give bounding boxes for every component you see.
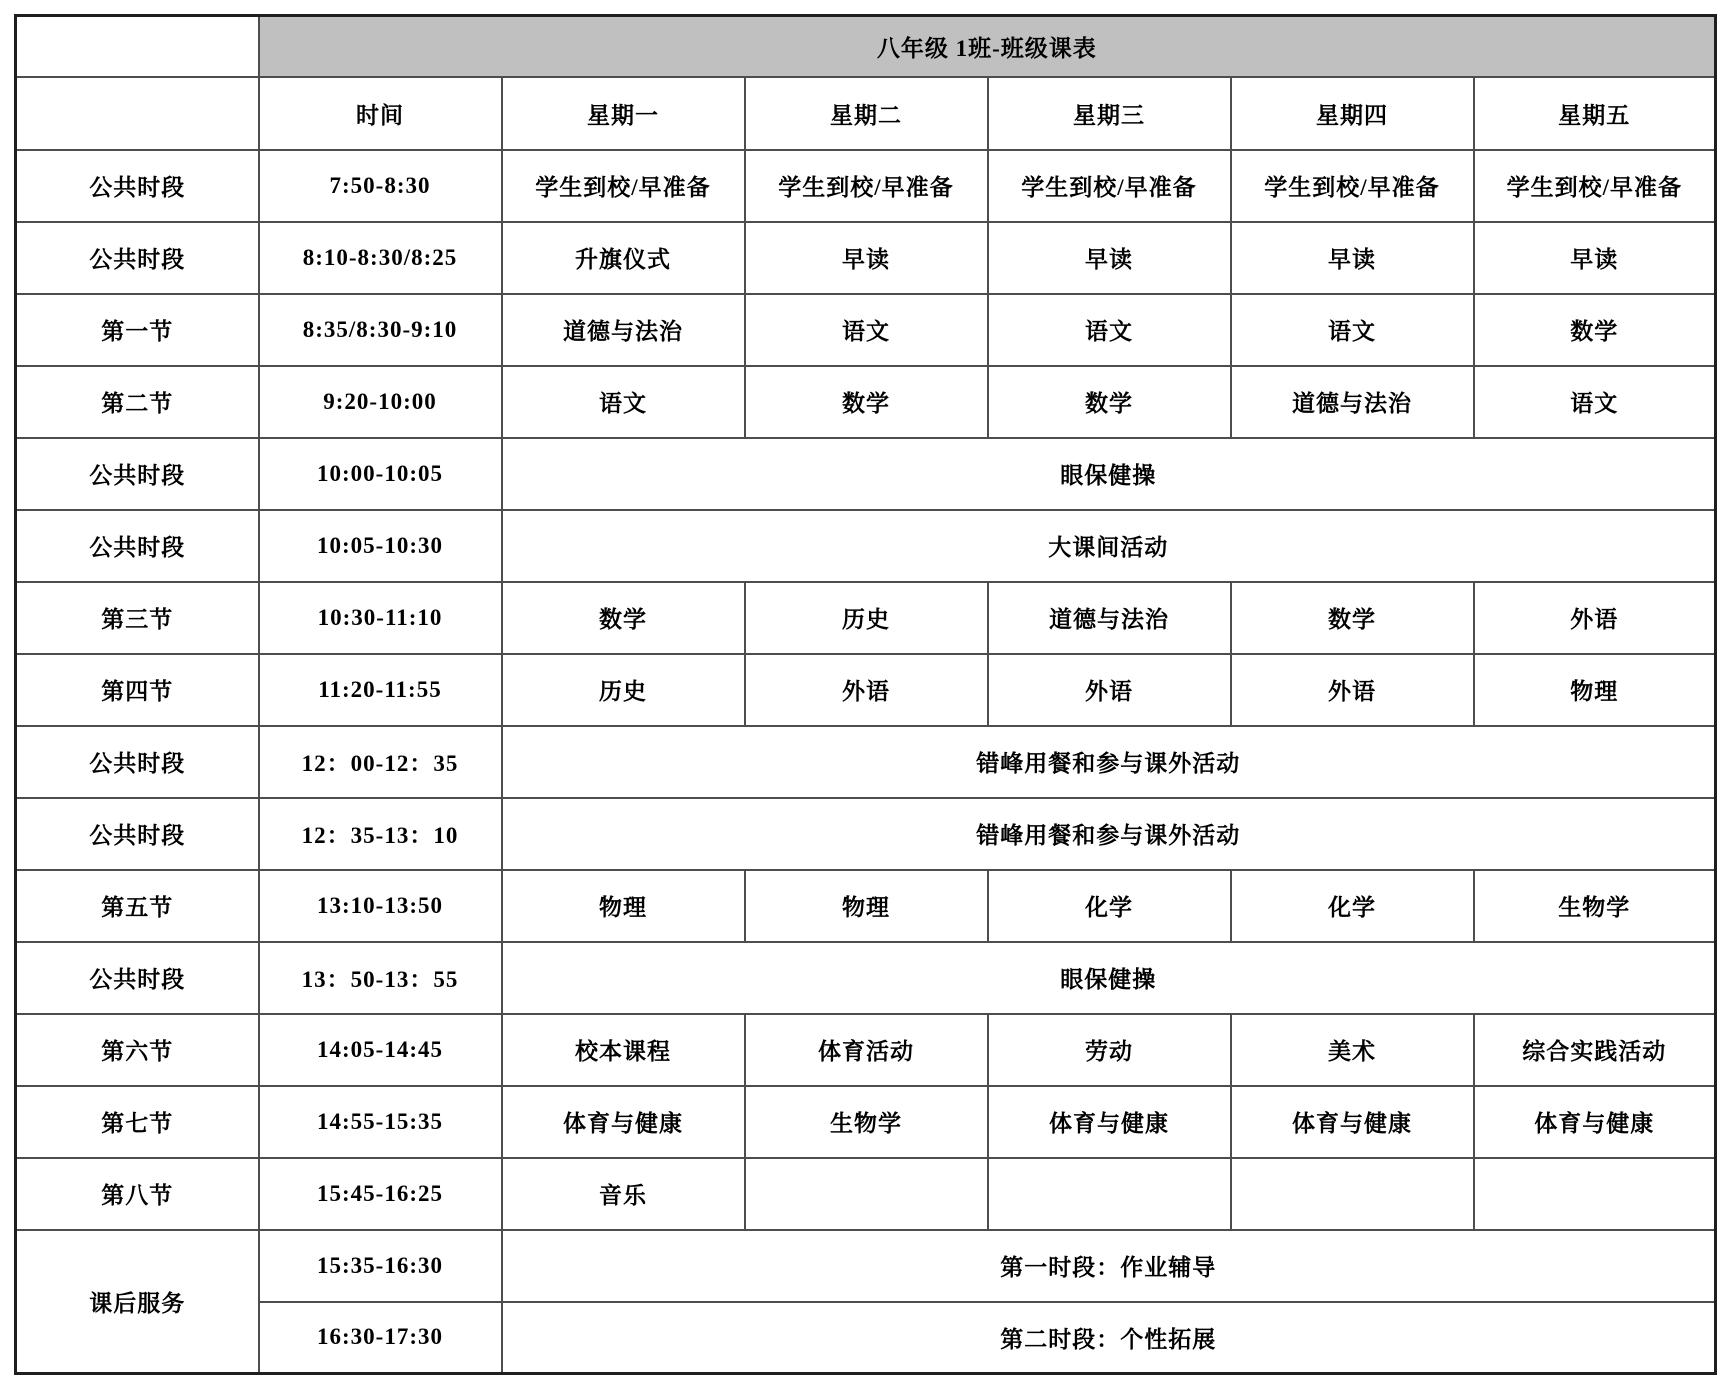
subject-cell: 数学 [1474,294,1716,366]
time-cell: 15:45-16:25 [259,1158,502,1230]
subject-cell: 历史 [745,582,988,654]
subject-cell: 体育与健康 [1231,1086,1474,1158]
subject-cell: 历史 [502,654,745,726]
corner-cell [16,16,259,77]
subject-cell: 数学 [1231,582,1474,654]
merged-activity-cell: 错峰用餐和参与课外活动 [502,798,1716,870]
period-label-cell: 公共时段 [16,150,259,222]
subject-cell: 学生到校/早准备 [502,150,745,222]
subject-cell: 早读 [1231,222,1474,294]
subject-cell: 外语 [988,654,1231,726]
period-label-cell: 第一节 [16,294,259,366]
header-time: 时间 [259,77,502,150]
time-cell: 9:20-10:00 [259,366,502,438]
subject-cell: 生物学 [1474,870,1716,942]
header-day-4: 星期四 [1231,77,1474,150]
schedule-row [16,582,1716,654]
time-cell: 15:35-16:30 [259,1230,502,1302]
title-row [16,16,1716,77]
time-cell: 16:30-17:30 [259,1302,502,1374]
subject-cell: 综合实践活动 [1474,1014,1716,1086]
time-cell: 11:20-11:55 [259,654,502,726]
schedule-row [16,366,1716,438]
schedule-title: 八年级 1班-班级课表 [259,16,1716,77]
period-label-cell: 公共时段 [16,222,259,294]
period-label-cell: 公共时段 [16,942,259,1014]
subject-cell: 化学 [988,870,1231,942]
period-label-cell: 第七节 [16,1086,259,1158]
time-cell: 13：50-13：55 [259,942,502,1014]
subject-cell: 音乐 [502,1158,745,1230]
schedule-row [16,726,1716,798]
schedule-row [16,294,1716,366]
subject-cell: 化学 [1231,870,1474,942]
subject-cell: 道德与法治 [502,294,745,366]
subject-cell: 语文 [502,366,745,438]
time-cell: 13:10-13:50 [259,870,502,942]
subject-cell: 道德与法治 [1231,366,1474,438]
merged-activity-cell: 错峰用餐和参与课外活动 [502,726,1716,798]
subject-cell: 外语 [1474,582,1716,654]
subject-cell: 劳动 [988,1014,1231,1086]
schedule-row [16,1086,1716,1158]
subject-cell: 体育与健康 [502,1086,745,1158]
period-label-cell: 第四节 [16,654,259,726]
subject-cell: 语文 [1231,294,1474,366]
merged-activity-cell: 第一时段：作业辅导 [502,1230,1716,1302]
class-schedule-table [14,14,1717,1375]
subject-cell: 数学 [502,582,745,654]
period-label-cell: 第三节 [16,582,259,654]
period-label-cell: 第六节 [16,1014,259,1086]
merged-activity-cell: 大课间活动 [502,510,1716,582]
schedule-row [16,654,1716,726]
period-label-cell: 第二节 [16,366,259,438]
subject-cell: 学生到校/早准备 [988,150,1231,222]
subject-cell: 美术 [1231,1014,1474,1086]
time-cell: 8:35/8:30-9:10 [259,294,502,366]
merged-activity-cell: 眼保健操 [502,942,1716,1014]
time-cell: 8:10-8:30/8:25 [259,222,502,294]
merged-activity-cell: 第二时段：个性拓展 [502,1302,1716,1374]
subject-cell: 语文 [1474,366,1716,438]
time-cell: 10:00-10:05 [259,438,502,510]
period-label-cell: 第五节 [16,870,259,942]
subject-cell: 物理 [502,870,745,942]
subject-cell: 生物学 [745,1086,988,1158]
time-cell: 14:55-15:35 [259,1086,502,1158]
schedule-row [16,870,1716,942]
header-day-5: 星期五 [1474,77,1716,150]
schedule-row [16,1302,1716,1374]
schedule-row [16,438,1716,510]
subject-cell: 体育与健康 [1474,1086,1716,1158]
time-cell: 10:05-10:30 [259,510,502,582]
period-label-cell: 公共时段 [16,438,259,510]
after-school-label-cell: 课后服务 [16,1230,259,1374]
subject-cell: 学生到校/早准备 [1231,150,1474,222]
header-day-3: 星期三 [988,77,1231,150]
subject-cell: 数学 [988,366,1231,438]
subject-cell: 校本课程 [502,1014,745,1086]
period-label-cell: 公共时段 [16,726,259,798]
schedule-row [16,222,1716,294]
subject-cell: 语文 [745,294,988,366]
subject-cell [745,1158,988,1230]
schedule-row [16,1230,1716,1302]
subject-cell: 学生到校/早准备 [1474,150,1716,222]
period-label-cell: 公共时段 [16,798,259,870]
subject-cell: 数学 [745,366,988,438]
time-cell: 10:30-11:10 [259,582,502,654]
subject-cell: 外语 [1231,654,1474,726]
subject-cell: 道德与法治 [988,582,1231,654]
subject-cell [1231,1158,1474,1230]
subject-cell: 早读 [1474,222,1716,294]
schedule-row [16,150,1716,222]
schedule-row [16,1158,1716,1230]
subject-cell: 学生到校/早准备 [745,150,988,222]
subject-cell: 物理 [745,870,988,942]
schedule-row [16,510,1716,582]
header-day-2: 星期二 [745,77,988,150]
period-label-cell: 公共时段 [16,510,259,582]
time-cell: 12：00-12：35 [259,726,502,798]
subject-cell: 体育活动 [745,1014,988,1086]
subject-cell: 早读 [988,222,1231,294]
schedule-row [16,942,1716,1014]
subject-cell [988,1158,1231,1230]
period-label-cell: 第八节 [16,1158,259,1230]
subject-cell: 外语 [745,654,988,726]
time-cell: 14:05-14:45 [259,1014,502,1086]
schedule-row [16,798,1716,870]
subject-cell: 升旗仪式 [502,222,745,294]
subject-cell: 体育与健康 [988,1086,1231,1158]
header-row [16,77,1716,150]
subject-cell: 早读 [745,222,988,294]
subject-cell: 物理 [1474,654,1716,726]
time-cell: 7:50-8:30 [259,150,502,222]
time-cell: 12：35-13：10 [259,798,502,870]
header-day-1: 星期一 [502,77,745,150]
subject-cell [1474,1158,1716,1230]
merged-activity-cell: 眼保健操 [502,438,1716,510]
subject-cell: 语文 [988,294,1231,366]
schedule-row [16,1014,1716,1086]
header-blank-cell [16,77,259,150]
